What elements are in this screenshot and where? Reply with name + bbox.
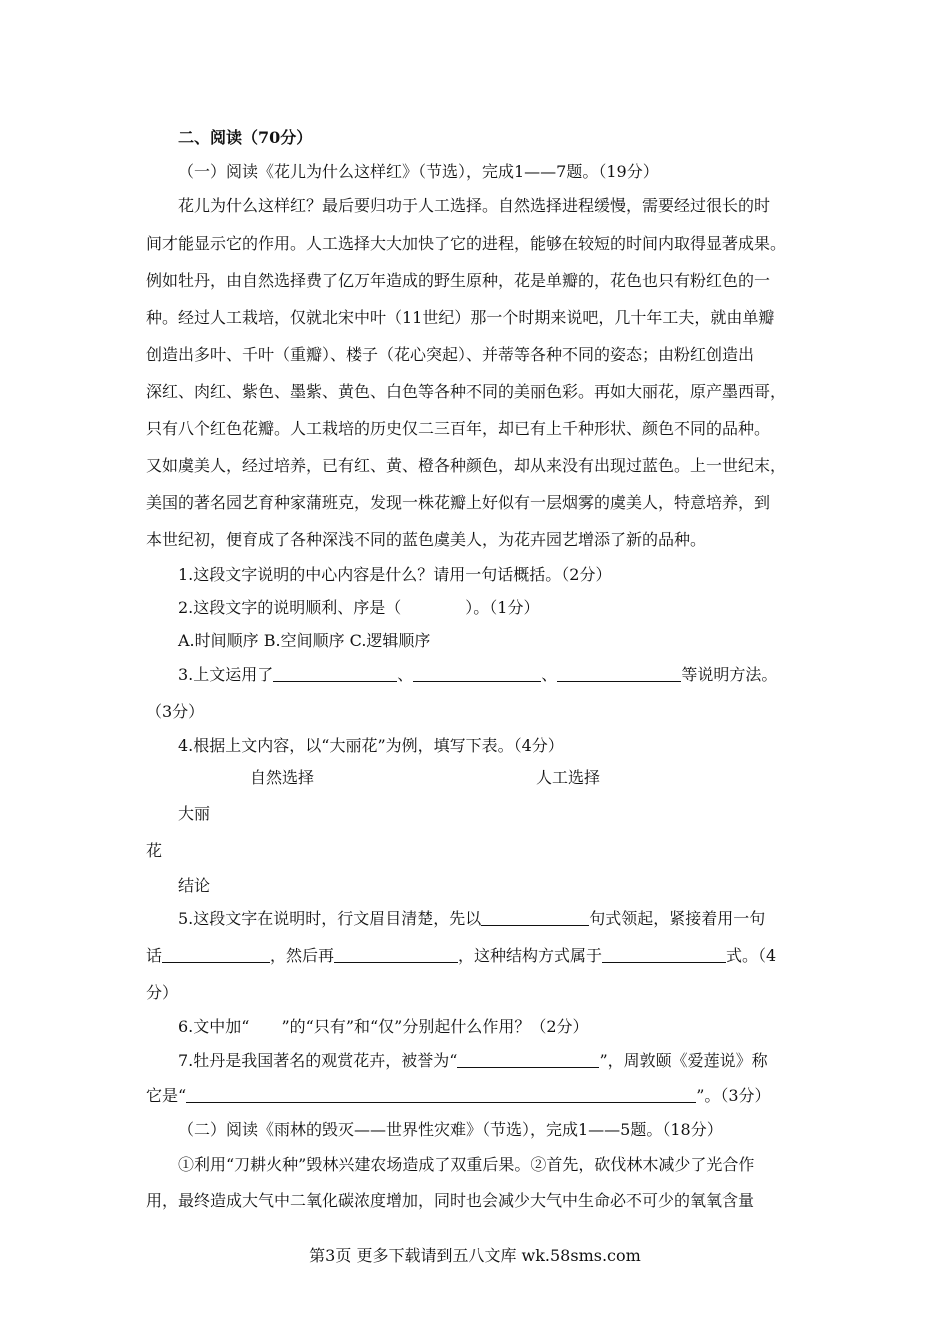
passage-line: 间才能显示它的作用。人工选择大大加快了它的进程，能够在较短的时间内取得显著成果。 xyxy=(146,234,787,253)
passage-line: 深红、肉红、紫色、墨紫、黄色、白色等各种不同的美丽色彩。再如大丽花，原产墨西哥， xyxy=(146,382,787,401)
question-2-text: 2.这段文字的说明顺利、序是（ xyxy=(178,598,402,617)
passage-line: 种。经过人工栽培，仅就北宋中叶（11世纪）那一个时期来说吧，几十年工夫，就由单瓣 xyxy=(146,308,775,327)
question-1: 1.这段文字说明的中心内容是什么？请用一句话概括。（2分） xyxy=(178,565,612,584)
answer-blank[interactable] xyxy=(457,1051,599,1068)
question-5-text: 式。（4 xyxy=(726,946,777,965)
passage-line: 花儿为什么这样红？最后要归功于人工选择。自然选择进程缓慢，需要经过很长的时 xyxy=(178,196,771,215)
question-6 xyxy=(178,1017,589,1037)
question-5-text: ，这种结构方式属于 xyxy=(458,946,603,965)
question-3 xyxy=(178,665,777,685)
question-6-text: ”的“只有”和“仅”分别起什么作用？（2分） xyxy=(281,1017,589,1036)
question-7-score: ”。（3分） xyxy=(696,1086,771,1105)
question-4: 4.根据上文内容，以“大丽花”为例，填写下表。（4分） xyxy=(178,736,564,755)
answer-blank[interactable] xyxy=(186,1086,696,1103)
question-7-text: ”，周敦颐《爱莲说》称 xyxy=(599,1051,768,1070)
separator: 、 xyxy=(541,665,558,684)
question-7-text: 7.牡丹是我国著名的观赏花卉，被誉为“ xyxy=(178,1051,458,1070)
table-row-label: 大丽 xyxy=(178,804,211,823)
question-5-text: 话 xyxy=(146,946,163,965)
question-5-text: 5.这段文字在说明时，行文眉目清楚，先以 xyxy=(178,909,482,928)
passage2-line: ①利用“刀耕火种”毁林兴建农场造成了双重后果。②首先，砍伐林木减少了光合作 xyxy=(178,1155,755,1174)
part1-title: （一）阅读《花儿为什么这样红》（节选），完成1——7题。（19分） xyxy=(178,162,659,181)
answer-blank[interactable] xyxy=(602,946,726,963)
answer-blank[interactable] xyxy=(334,946,458,963)
question-5-cont xyxy=(146,946,776,966)
question-3-score: （3分） xyxy=(146,702,205,721)
section-title: 二、阅读（70分） xyxy=(178,128,313,147)
question-3-text: 3.上文运用了 xyxy=(178,665,274,684)
passage-line: 只有八个红色花瓣。人工栽培的历史仅二三百年，却已有上千种形状、颜色不同的品种。 xyxy=(146,419,771,438)
question-7-text: 它是“ xyxy=(146,1086,187,1105)
passage2-line: 用，最终造成大气中二氧化碳浓度增加，同时也会减少大气中生命必不可少的氧氧含量 xyxy=(146,1191,755,1210)
passage-line: 又如虞美人，经过培养，已有红、黄、橙各种颜色，却从来没有出现过蓝色。上一世纪末， xyxy=(146,456,787,475)
question-5-score: 分） xyxy=(146,983,179,1002)
question-2 xyxy=(178,598,539,618)
answer-blank[interactable] xyxy=(413,665,541,682)
answer-blank[interactable] xyxy=(273,665,397,682)
answer-blank[interactable] xyxy=(162,946,270,963)
separator: 、 xyxy=(397,665,414,684)
table-row-label: 结论 xyxy=(178,876,211,895)
table-header-artificial: 人工选择 xyxy=(536,768,601,787)
question-6-text: 6.文中加“ xyxy=(178,1017,250,1036)
question-5-text: 句式领起，紧接着用一句 xyxy=(589,909,766,928)
answer-blank[interactable] xyxy=(557,665,681,682)
passage-line: 例如牡丹，由自然选择费了亿万年造成的野生原种，花是单瓣的，花色也只有粉红色的一 xyxy=(146,271,771,290)
question-7-cont xyxy=(146,1086,771,1106)
table-header-natural: 自然选择 xyxy=(250,768,315,787)
part2-title: （二）阅读《雨林的毁灭——世界性灾难》（节选），完成1——5题。（18分） xyxy=(178,1120,723,1139)
question-5 xyxy=(178,909,765,929)
passage-line: 美国的著名园艺育种家蒲班克，发现一株花瓣上好似有一层烟雾的虞美人，特意培养，到 xyxy=(146,493,771,512)
question-3-suffix: 等说明方法。 xyxy=(681,665,778,684)
question-2-options: A.时间顺序 B.空间顺序 C.逻辑顺序 xyxy=(178,631,431,650)
answer-blank[interactable] xyxy=(481,909,589,926)
passage-line: 创造出多叶、千叶（重瓣）、楼子（花心突起）、并蒂等各种不同的姿态；由粉红创造出 xyxy=(146,345,755,364)
question-7 xyxy=(178,1051,768,1071)
table-row-label: 花 xyxy=(146,841,163,860)
passage-line: 本世纪初，便育成了各种深浅不同的蓝色虞美人，为花卉园艺增添了新的品种。 xyxy=(146,530,707,549)
question-2-score: ）。（1分） xyxy=(465,598,540,617)
page-footer: 第3页 更多下载请到五八文库 wk.58sms.com xyxy=(309,1246,641,1265)
question-5-text: ，然后再 xyxy=(270,946,335,965)
